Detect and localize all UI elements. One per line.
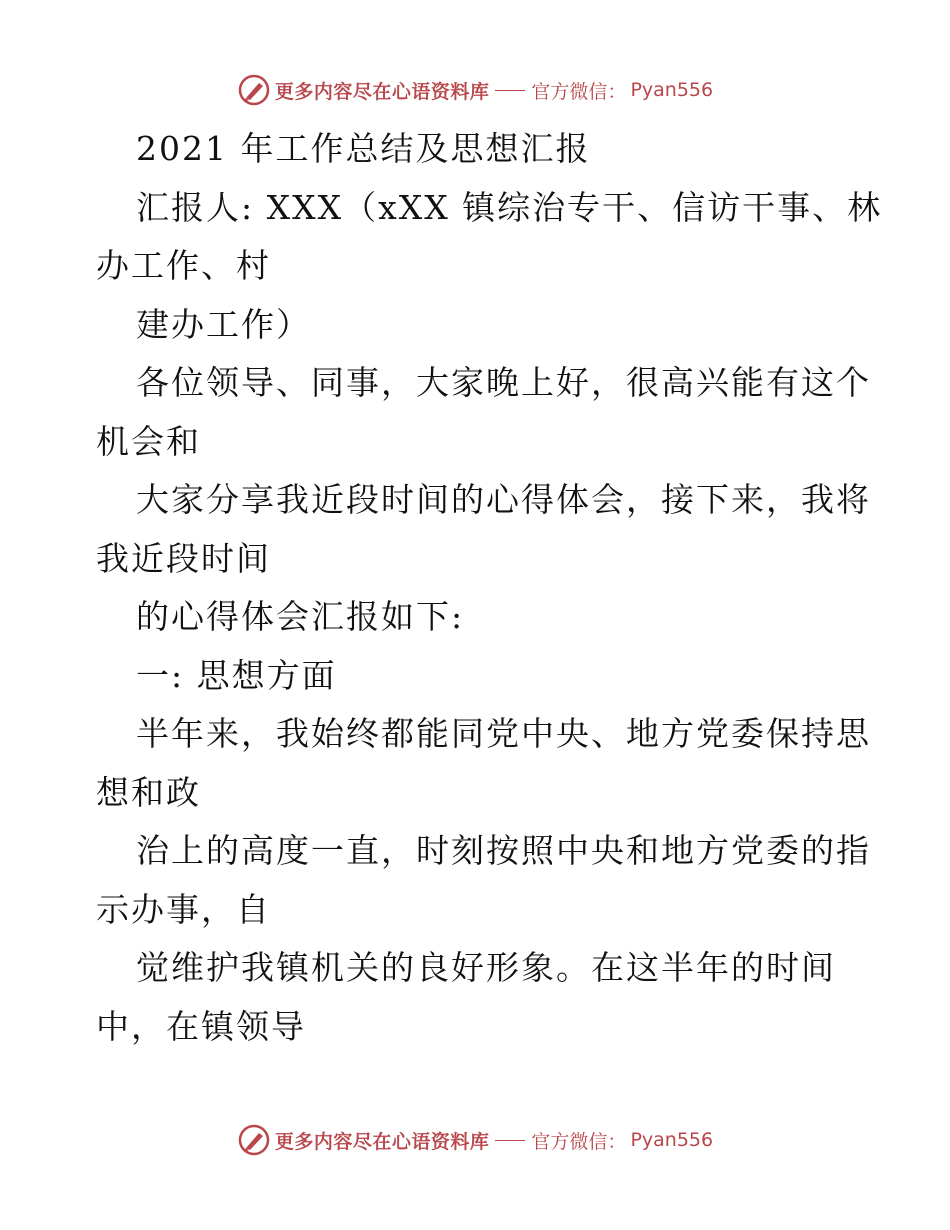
text-line: 各位领导、同事，大家晚上好，很高兴能有这个: [136, 363, 871, 402]
text-line: 我近段时间: [96, 538, 271, 578]
text-line: 想和政: [96, 772, 201, 812]
text-line: 的心得体会汇报如下:: [136, 597, 465, 636]
banner-wechat-label: 官方微信：: [531, 1130, 627, 1153]
footer-banner: [0, 1120, 950, 1160]
banner-wechat-account: Pyan556: [630, 1129, 714, 1151]
banner-divider: [495, 1140, 525, 1141]
text-line: 中，在镇领导: [96, 1006, 306, 1046]
banner-promo-text: 更多内容尽在心语资料库: [274, 1130, 490, 1153]
text-line: 建办工作）: [136, 304, 311, 344]
text-line: 汇报人: XXX（xXX 镇综治专干、信访干事、林: [136, 187, 883, 227]
section-heading: 一: 思想方面: [136, 655, 337, 695]
banner-promo-text: 更多内容尽在心语资料库: [274, 80, 490, 103]
pen-logo-icon: [237, 73, 271, 107]
document-body: [96, 120, 883, 1056]
pen-logo-icon: [237, 1123, 271, 1157]
banner-wechat-label: 官方微信：: [531, 80, 627, 103]
banner-divider: [495, 90, 525, 91]
document-title: 2021 年工作总结及思想汇报: [136, 129, 591, 168]
text-line: 机会和: [96, 421, 201, 461]
header-banner: [0, 70, 950, 110]
text-line: 半年来，我始终都能同党中央、地方党委保持思: [136, 714, 871, 753]
banner-wechat-account: Pyan556: [630, 79, 714, 101]
text-line: 觉维护我镇机关的良好形象。在这半年的时间: [136, 948, 836, 987]
text-line: 治上的高度一直，时刻按照中央和地方党委的指: [136, 831, 871, 870]
text-line: 办工作、村: [96, 246, 271, 285]
text-line: 示办事，自: [96, 889, 271, 929]
text-line: 大家分享我近段时间的心得体会，接下来，我将: [136, 480, 871, 519]
